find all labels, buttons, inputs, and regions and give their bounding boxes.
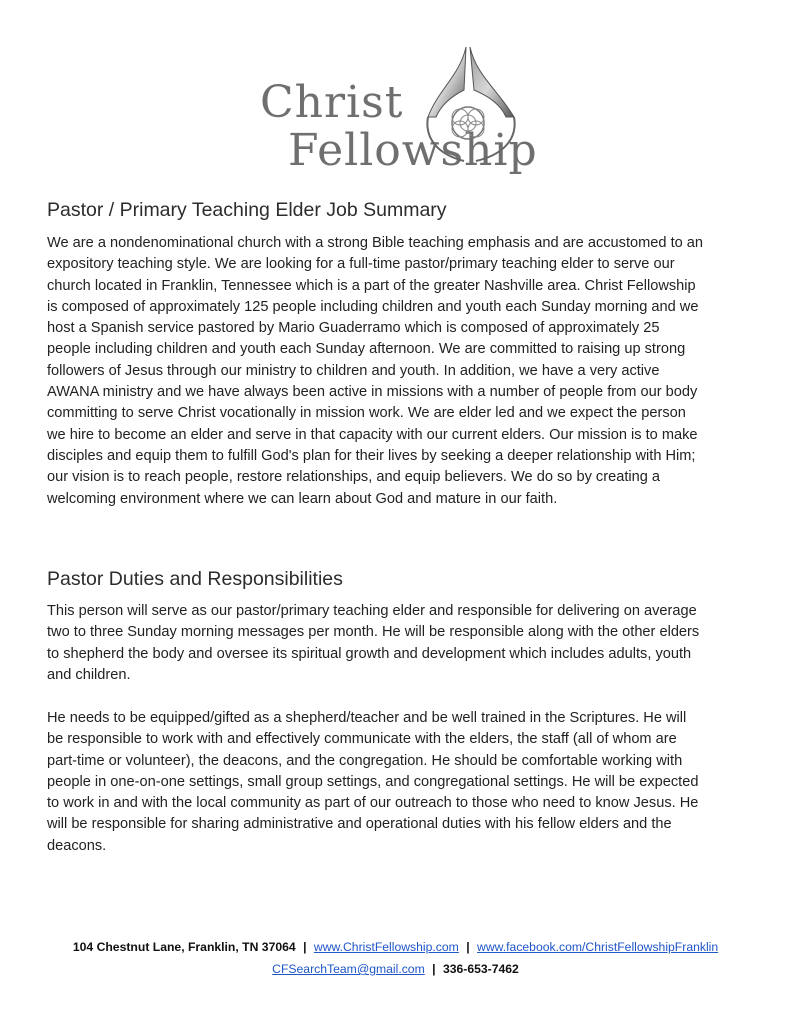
email-link[interactable]: CFSearchTeam@gmail.com — [272, 962, 425, 976]
text-line: we hire to become an elder and serve in that capacity with our current elders. Our mission is to make — [47, 426, 698, 443]
text-line: disciples and equip them to fulfill God's plan for their lives by seeking a deeper relationship with Him; — [47, 447, 696, 464]
facebook-link[interactable]: www.facebook.com/ChristFellowshipFranklin — [477, 940, 719, 954]
job-summary-paragraph — [47, 233, 747, 510]
footer-separator: | — [432, 962, 436, 976]
footer-separator: | — [303, 940, 307, 954]
duties-paragraph-2 — [47, 708, 747, 857]
text-line: is composed of approximately 125 people including children and youth each Sunday morning and we — [47, 298, 699, 315]
text-line: welcoming environment where we can learn about God and mature in our faith. — [47, 490, 558, 507]
text-line: This person will serve as our pastor/primary teaching elder and responsible for delivering on average — [47, 603, 697, 619]
text-line: AWANA ministry and we have always been active in missions with a number of people from our body — [47, 384, 698, 401]
text-line: deacons. — [47, 837, 107, 854]
text-line: people including children and youth each Sunday afternoon. We are committed to raising up strong — [47, 341, 686, 358]
duties-paragraph-1 — [47, 601, 747, 686]
text-line: part-time or volunteer), the deacons, and the congregation. He should be comfortable working with — [47, 752, 683, 769]
text-line: committing to serve Christ vocationally in mission work. We are elder led and we expect the person — [47, 405, 686, 422]
text-line: host a Spanish service pastored by Mario Guaderramo which is composed of approximately 25 — [47, 320, 660, 337]
text-line: be responsible to work with and effectively communicate with the elders, the staff (all of whom are — [47, 731, 677, 748]
logo-word-christ: Christ — [260, 77, 404, 128]
text-line: will be responsible for sharing administrative and operational duties with his fellow elders and the — [47, 816, 672, 833]
footer-line-1 — [0, 940, 791, 954]
text-line: expository teaching style. We are looking for a full-time pastor/primary teaching elder to serve our — [47, 256, 675, 273]
text-line: He needs to be equipped/gifted as a shepherd/teacher and be well trained in the Scriptures. He will — [47, 710, 687, 726]
footer-line-2 — [0, 962, 791, 976]
footer-separator: | — [466, 940, 470, 954]
text-line: to shepherd the body and oversee its spiritual growth and development which includes adults, youth — [47, 645, 692, 662]
text-line: We are a nondenominational church with a strong Bible teaching emphasis and are accustomed to an — [47, 235, 704, 251]
text-line: church located in Franklin, Tennessee which is a part of the greater Nashville area. Christ Fellowship — [47, 277, 696, 294]
text-line: people in one-on-one settings, small group settings, and congregational settings. He will be expected — [47, 773, 699, 790]
church-logo — [258, 45, 538, 180]
duties-heading: Pastor Duties and Responsibilities — [47, 568, 343, 590]
logo-word-fellowship: Fellowship — [288, 125, 538, 176]
text-line: two to three Sunday morning messages per month. He will be responsible along with the other elders — [47, 624, 700, 641]
steeple-icon — [420, 45, 520, 170]
job-summary-heading: Pastor / Primary Teaching Elder Job Summary — [47, 199, 447, 221]
text-line: followers of Jesus through our ministry to children and youth. In addition, we have a very active — [47, 362, 660, 379]
footer-phone: 336-653-7462 — [442, 962, 519, 976]
text-line: to work in and with the local community as part of our outreach to those who need to know Jesus. He — [47, 795, 699, 812]
text-line: and children. — [47, 666, 131, 683]
text-line: our vision is to reach people, restore relationships, and equip believers. We do so by creating a — [47, 469, 661, 486]
website-link[interactable]: www.ChristFellowship.com — [313, 940, 459, 954]
footer-address: 104 Chestnut Lane, Franklin, TN 37064 — [72, 940, 296, 954]
